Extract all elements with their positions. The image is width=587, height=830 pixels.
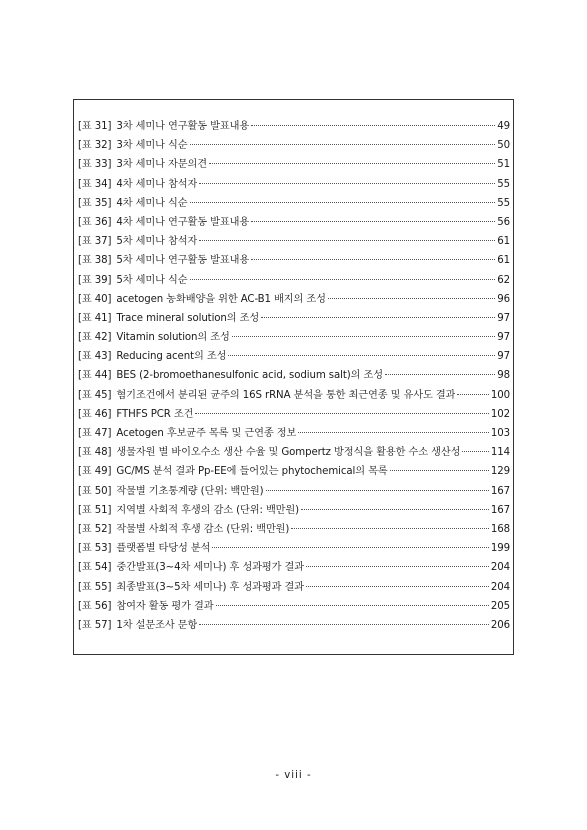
toc-entry-page: 167	[490, 504, 510, 516]
toc-entry-title: Trace mineral solution의 조성	[116, 312, 260, 324]
toc-entry-page: 103	[490, 428, 510, 439]
toc-entry-title: 최종발표(3~5차 세미나) 후 성과평과 결과	[116, 581, 305, 593]
table-of-tables-list	[78, 117, 510, 635]
toc-dot-leader	[251, 259, 495, 260]
toc-entry-title: GC/MS 분석 결과 Pp-EE에 들어있는 phytochemical의 목록	[116, 466, 388, 478]
toc-entry-title: 참여자 활동 평가 결과	[116, 600, 214, 612]
toc-entry-page: 199	[490, 543, 510, 555]
toc-entry-title: Vitamin solution의 조성	[116, 332, 230, 344]
toc-dot-leader	[199, 240, 495, 241]
toc-entry[interactable]	[78, 175, 510, 194]
toc-dot-leader	[390, 470, 489, 471]
toc-entry-title: 5차 세미나 연구활동 발표내용	[116, 255, 250, 267]
toc-entry-title: 혐기조건에서 분리된 균주의 16S rRNA 분석을 통한 최근연종 및 유사도 결과	[116, 389, 456, 401]
toc-entry-page: 97	[497, 312, 510, 324]
toc-entry-title: 플랫폼별 타당성 분석	[116, 543, 211, 555]
toc-entry-title: BES (2-bromoethanesulfonic acid, sodium salt)의 조성	[116, 370, 384, 382]
toc-dot-leader	[328, 298, 495, 299]
toc-entry-page: 49	[497, 121, 510, 132]
page-number: - viii -	[275, 770, 312, 781]
toc-entry-title: 1차 설문조사 문항	[116, 619, 198, 631]
toc-dot-leader	[291, 528, 489, 529]
toc-entry[interactable]	[78, 558, 510, 577]
toc-entry-number: [표 33]	[78, 159, 112, 171]
toc-entry[interactable]	[78, 578, 510, 597]
toc-dot-leader	[228, 355, 495, 356]
toc-entry-title: 생물자원 별 바이오수소 생산 수율 및 Gompertz 방정식을 활용한 수소 생산성	[116, 447, 461, 459]
toc-dot-leader	[190, 279, 496, 280]
toc-entry-page: 55	[497, 197, 510, 209]
toc-entry[interactable]	[78, 462, 510, 481]
toc-entry[interactable]	[78, 309, 510, 328]
toc-entry-number: [표 39]	[78, 274, 112, 286]
toc-entry[interactable]	[78, 347, 510, 366]
toc-entry[interactable]	[78, 616, 510, 635]
toc-dot-leader	[306, 586, 489, 587]
toc-entry[interactable]	[78, 539, 510, 558]
toc-entry[interactable]	[78, 405, 510, 424]
toc-entry-number: [표 51]	[78, 504, 112, 516]
toc-entry-title: 4차 세미나 식순	[116, 197, 188, 209]
toc-entry-title: acetogen 농화배양을 위한 AC-B1 배지의 조성	[116, 293, 326, 305]
toc-entry-number: [표 47]	[78, 428, 112, 439]
toc-entry-number: [표 41]	[78, 312, 112, 324]
toc-dot-leader	[195, 413, 488, 414]
toc-dot-leader	[232, 336, 495, 337]
toc-entry-page: 96	[497, 293, 510, 305]
toc-entry[interactable]	[78, 366, 510, 385]
toc-entry-number: [표 45]	[78, 389, 112, 401]
toc-entry-page: 61	[497, 255, 510, 267]
toc-entry-number: [표 43]	[78, 351, 112, 363]
toc-entry-number: [표 55]	[78, 581, 112, 593]
toc-entry-number: [표 31]	[78, 121, 112, 132]
toc-entry-page: 205	[490, 600, 510, 612]
toc-entry[interactable]	[78, 213, 510, 232]
toc-entry[interactable]	[78, 290, 510, 309]
toc-entry-title: FTHFS PCR 조건	[116, 408, 194, 420]
toc-entry-number: [표 46]	[78, 408, 112, 420]
toc-dot-leader	[216, 605, 489, 606]
toc-dot-leader	[251, 221, 495, 222]
toc-entry-number: [표 34]	[78, 178, 112, 190]
toc-dot-leader	[212, 547, 488, 548]
toc-entry-page: 50	[497, 140, 510, 152]
toc-entry-number: [표 42]	[78, 332, 112, 344]
toc-entry-title: 3차 세미나 식순	[116, 140, 188, 152]
toc-entry-page: 102	[490, 408, 510, 420]
toc-entry-number: [표 48]	[78, 447, 112, 459]
toc-entry-page: 62	[497, 274, 510, 286]
toc-entry[interactable]	[78, 251, 510, 270]
toc-dot-leader	[251, 125, 495, 126]
toc-dot-leader	[301, 509, 489, 510]
toc-entry-number: [표 40]	[78, 293, 112, 305]
toc-dot-leader	[385, 374, 495, 375]
toc-dot-leader	[209, 163, 495, 164]
toc-entry-page: 98	[497, 370, 510, 382]
toc-entry-page: 51	[497, 159, 510, 171]
toc-entry-title: 5차 세미나 식순	[116, 274, 188, 286]
toc-entry-page: 55	[497, 178, 510, 190]
toc-entry[interactable]	[78, 501, 510, 520]
toc-entry-number: [표 44]	[78, 370, 112, 382]
toc-dot-leader	[462, 451, 489, 452]
toc-entry-page: 56	[497, 216, 510, 228]
toc-entry-number: [표 32]	[78, 140, 112, 152]
toc-entry-number: [표 54]	[78, 562, 112, 574]
toc-entry-page: 204	[490, 562, 510, 574]
toc-dot-leader	[199, 624, 489, 625]
toc-entry-title: 중간발표(3~4차 세미나) 후 성과평가 결과	[116, 562, 305, 574]
toc-entry-page: 61	[497, 236, 510, 248]
toc-dot-leader	[199, 183, 495, 184]
toc-entry-number: [표 53]	[78, 543, 112, 555]
toc-entry-number: [표 52]	[78, 523, 112, 535]
toc-entry-page: 100	[490, 389, 510, 401]
toc-entry-title: 3차 세미나 자문의견	[116, 159, 207, 171]
toc-entry-page: 204	[490, 581, 510, 593]
toc-entry-title: Reducing acent의 조성	[116, 351, 227, 363]
toc-entry[interactable]	[78, 271, 510, 290]
toc-entry[interactable]	[78, 386, 510, 405]
toc-entry-page: 206	[490, 619, 510, 631]
toc-entry-title: Acetogen 후보균주 목록 및 근연종 정보	[116, 428, 297, 439]
toc-dot-leader	[457, 394, 488, 395]
toc-entry-title: 4차 세미나 연구활동 발표내용	[116, 216, 250, 228]
toc-entry-number: [표 38]	[78, 255, 112, 267]
toc-entry[interactable]	[78, 117, 510, 136]
toc-entry-page: 97	[497, 351, 510, 363]
toc-entry-number: [표 57]	[78, 619, 112, 631]
toc-entry-number: [표 50]	[78, 485, 112, 497]
toc-dot-leader	[306, 566, 489, 567]
toc-entry[interactable]	[78, 155, 510, 174]
toc-entry[interactable]	[78, 597, 510, 616]
toc-entry-number: [표 37]	[78, 236, 112, 248]
toc-entry[interactable]	[78, 194, 510, 213]
toc-entry[interactable]	[78, 136, 510, 155]
toc-entry[interactable]	[78, 232, 510, 251]
toc-entry-number: [표 36]	[78, 216, 112, 228]
toc-entry-number: [표 35]	[78, 197, 112, 209]
toc-entry-title: 5차 세미나 참석자	[116, 236, 198, 248]
toc-entry[interactable]	[78, 482, 510, 501]
toc-dot-leader	[190, 202, 496, 203]
toc-entry[interactable]	[78, 443, 510, 462]
toc-entry-title: 지역별 사회적 후생의 감소 (단위: 백만원)	[116, 504, 300, 516]
toc-entry-page: 114	[490, 447, 510, 459]
toc-entry-title: 4차 세미나 참석자	[116, 178, 198, 190]
toc-entry[interactable]	[78, 424, 510, 443]
toc-dot-leader	[298, 432, 489, 433]
toc-entry-title: 작물별 기초통계량 (단위: 백만원)	[116, 485, 264, 497]
toc-entry-page: 167	[490, 485, 510, 497]
toc-entry-number: [표 56]	[78, 600, 112, 612]
toc-entry[interactable]	[78, 520, 510, 539]
toc-dot-leader	[190, 144, 496, 145]
toc-entry-page: 129	[490, 466, 510, 478]
toc-entry-page: 168	[490, 523, 510, 535]
toc-entry-page: 97	[497, 332, 510, 344]
toc-dot-leader	[266, 490, 489, 491]
toc-entry-number: [표 49]	[78, 466, 112, 478]
toc-entry-title: 3차 세미나 연구활동 발표내용	[116, 121, 250, 132]
toc-dot-leader	[261, 317, 495, 318]
toc-entry[interactable]	[78, 328, 510, 347]
toc-entry-title: 작물별 사회적 후생 감소 (단위: 백만원)	[116, 523, 290, 535]
